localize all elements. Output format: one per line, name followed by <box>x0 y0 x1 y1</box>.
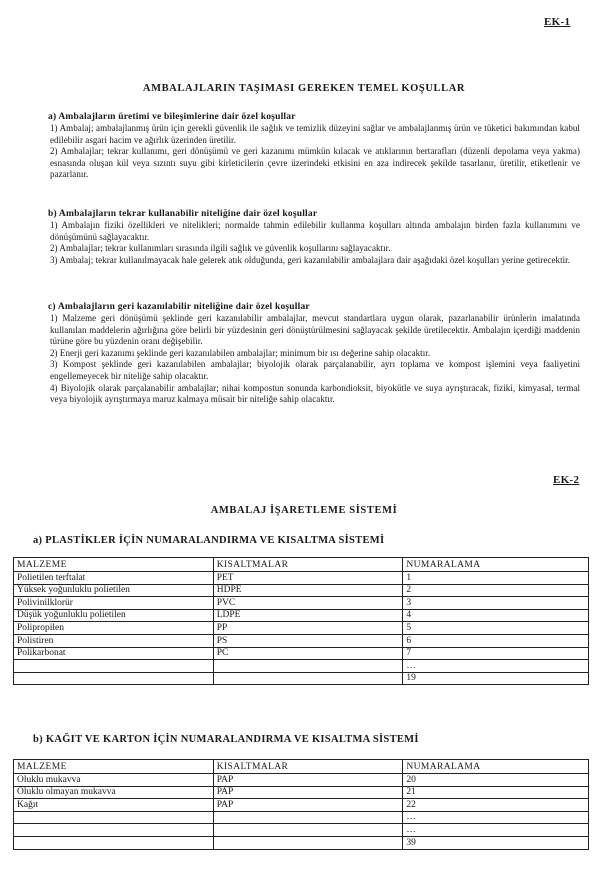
table-row <box>14 609 589 622</box>
section-c <box>10 301 580 406</box>
table-row <box>14 672 589 685</box>
table-cell: 21 <box>403 786 589 799</box>
column-header: MALZEME <box>14 558 214 572</box>
paragraph: 1) Malzeme geri dönüşümü şeklinde geri kazanılabilir ambalajlar, mevcut standartlara uygun olarak, pazarlanabilir ürünlerin imalatında kullanılan maddelerin ağırlığına göre belirli bir yüzdesinin geri dönüştürülmesini sağlayacak şekilde üretilecektir. Ambalajın içerdiği maddenin türüne göre bu yüzdenin oranı değişebilir. <box>50 313 580 347</box>
column-header: KISALTMALAR <box>213 558 403 572</box>
table-cell: Polivinilklorür <box>14 597 214 610</box>
plastics-table-heading: a) PLASTİKLER İÇİN NUMARALANDIRMA VE KISALTMA SİSTEMİ <box>33 535 385 546</box>
table-row <box>14 584 589 597</box>
paper-table <box>13 759 589 850</box>
table-row <box>14 799 589 812</box>
table-cell <box>213 660 403 673</box>
table-cell <box>213 672 403 685</box>
table-cell: 4 <box>403 609 589 622</box>
table-cell: PP <box>213 622 403 635</box>
paragraph: 3) Ambalaj; tekrar kullanılmayacak hale gelerek atık olduğunda, geri kazanılabilir ambalajlara dair aşağıdaki özel koşulları yerine getirecektir. <box>50 254 571 265</box>
table-cell: … <box>403 824 589 837</box>
table-row <box>14 786 589 799</box>
annex-label-ek2: EK-2 <box>553 474 580 486</box>
table-row <box>14 634 589 647</box>
paragraph: 2) Ambalajlar; tekrar kullanımı, geri dönüşümü ve geri kazanımı mümkün kılacak ve atıklarının bertarafları (düzenli depolama veya yakma) esnasında oluşan kül veya sızıntı suyu gibi kirleticilerin çevre üzerindeki etkisini en aza indirecek şekilde tasarlanır, üretilir, etiketlenir ve pazarlanır. <box>50 146 580 180</box>
table-cell: 6 <box>403 634 589 647</box>
paragraph: 2) Ambalajlar; tekrar kullanımları sırasında ilgili sağlık ve güvenlik koşullarını sağlayacaktır. <box>50 243 391 254</box>
paragraph: 3) Kompost şeklinde geri kazanılabilen ambalajlar; biyolojik olarak parçalanabilir, ayrı toplama ve kompost işlemini veya faaliyetini engellemeyecek bir niteliğe sahip olacaktır. <box>50 359 580 381</box>
annex2-title: AMBALAJ İŞARETLEME SİSTEMİ <box>210 505 398 516</box>
table-cell <box>213 824 403 837</box>
table-row <box>14 811 589 824</box>
table-cell: 20 <box>403 774 589 787</box>
table-cell: Oluklu mukavva <box>14 774 214 787</box>
section-b-heading: b) Ambalajların tekrar kullanabilir niteliğine dair özel koşullar <box>48 209 318 219</box>
table-cell: LDPE <box>213 609 403 622</box>
table-header-row <box>14 558 589 572</box>
table-cell: Polipropilen <box>14 622 214 635</box>
table-cell: Polikarbonat <box>14 647 214 660</box>
table-cell: PC <box>213 647 403 660</box>
table-cell <box>213 836 403 849</box>
table-cell: Oluklu olmayan mukavva <box>14 786 214 799</box>
column-header: MALZEME <box>14 760 214 774</box>
annex1-title: AMBALAJLARIN TAŞIMASI GEREKEN TEMEL KOŞULLAR <box>142 83 466 94</box>
table-cell: 19 <box>403 672 589 685</box>
table-cell: Yüksek yoğunluklu polietilen <box>14 584 214 597</box>
table-cell: 1 <box>403 572 589 585</box>
table-cell: PS <box>213 634 403 647</box>
column-header: NUMARALAMA <box>403 558 589 572</box>
table-cell: PVC <box>213 597 403 610</box>
table-cell: 39 <box>403 836 589 849</box>
table-cell: Polistiren <box>14 634 214 647</box>
section-a <box>10 111 580 181</box>
section-a-heading: a) Ambalajların üretimi ve bileşimlerine dair özel koşullar <box>48 112 296 122</box>
table-cell: PAP <box>213 774 403 787</box>
table-cell: 5 <box>403 622 589 635</box>
table-row <box>14 836 589 849</box>
table-cell <box>14 672 214 685</box>
table-row <box>14 774 589 787</box>
table-cell <box>14 836 214 849</box>
paragraph: 2) Enerji geri kazanımı şeklinde geri kazanılabilen ambalajlar; minimum bir ısı değerine sahip olacaktır. <box>50 347 431 358</box>
section-c-heading: c) Ambalajların geri kazanılabilir niteliğine dair özel koşullar <box>48 302 310 312</box>
table-cell: 7 <box>403 647 589 660</box>
table-cell: Düşük yoğunluklu polietilen <box>14 609 214 622</box>
table-cell <box>14 811 214 824</box>
annex-label-ek1: EK-1 <box>544 16 571 28</box>
table-cell: PAP <box>213 786 403 799</box>
table-cell <box>14 824 214 837</box>
table-header-row <box>14 760 589 774</box>
table-row <box>14 622 589 635</box>
table-row <box>14 647 589 660</box>
table-row <box>14 824 589 837</box>
table-cell: PET <box>213 572 403 585</box>
table-cell: Polietilen terftalat <box>14 572 214 585</box>
table-cell: … <box>403 811 589 824</box>
paper-table-heading: b) KAĞIT VE KARTON İÇİN NUMARALANDIRMA VE KISALTMA SİSTEMİ <box>33 734 419 745</box>
table-row <box>14 660 589 673</box>
paragraph: 1) Ambalaj; ambalajlanmış ürün için gerekli güvenlik ile sağlık ve temizlik düzeyini sağlar ve ambalajlanmış ürün ve tüketici bakımından kabul edilebilir asgari hacim ve ağırlık üzerinden üretilir. <box>50 123 580 145</box>
table-cell: 22 <box>403 799 589 812</box>
table-cell: PAP <box>213 799 403 812</box>
table-cell: HDPE <box>213 584 403 597</box>
table-row <box>14 572 589 585</box>
paragraph: 1) Ambalajın fiziki özellikleri ve nitelikleri; normalde tahmin edilebilir kullanma koşulları altında ambalajın birden fazla kullanımını ve dönüşümünü sağlayacaktır. <box>50 220 580 242</box>
table-cell <box>14 660 214 673</box>
table-cell: 2 <box>403 584 589 597</box>
table-row <box>14 597 589 610</box>
plastics-table <box>13 557 589 685</box>
table-cell: … <box>403 660 589 673</box>
table-cell <box>213 811 403 824</box>
section-b <box>10 208 580 266</box>
column-header: KISALTMALAR <box>213 760 403 774</box>
table-cell: Kağıt <box>14 799 214 812</box>
paragraph: 4) Biyolojik olarak parçalanabilir ambalajlar; nihai kompostun sonunda karbondioksit, biyokütle ve suya ayrıştıracak, fiziki, kimyasal, termal veya biyolojik ayrıştırmaya maruz kalmaya müsait bir niteliğe sahip olacaktır. <box>50 382 580 405</box>
table-cell: 3 <box>403 597 589 610</box>
column-header: NUMARALAMA <box>403 760 589 774</box>
